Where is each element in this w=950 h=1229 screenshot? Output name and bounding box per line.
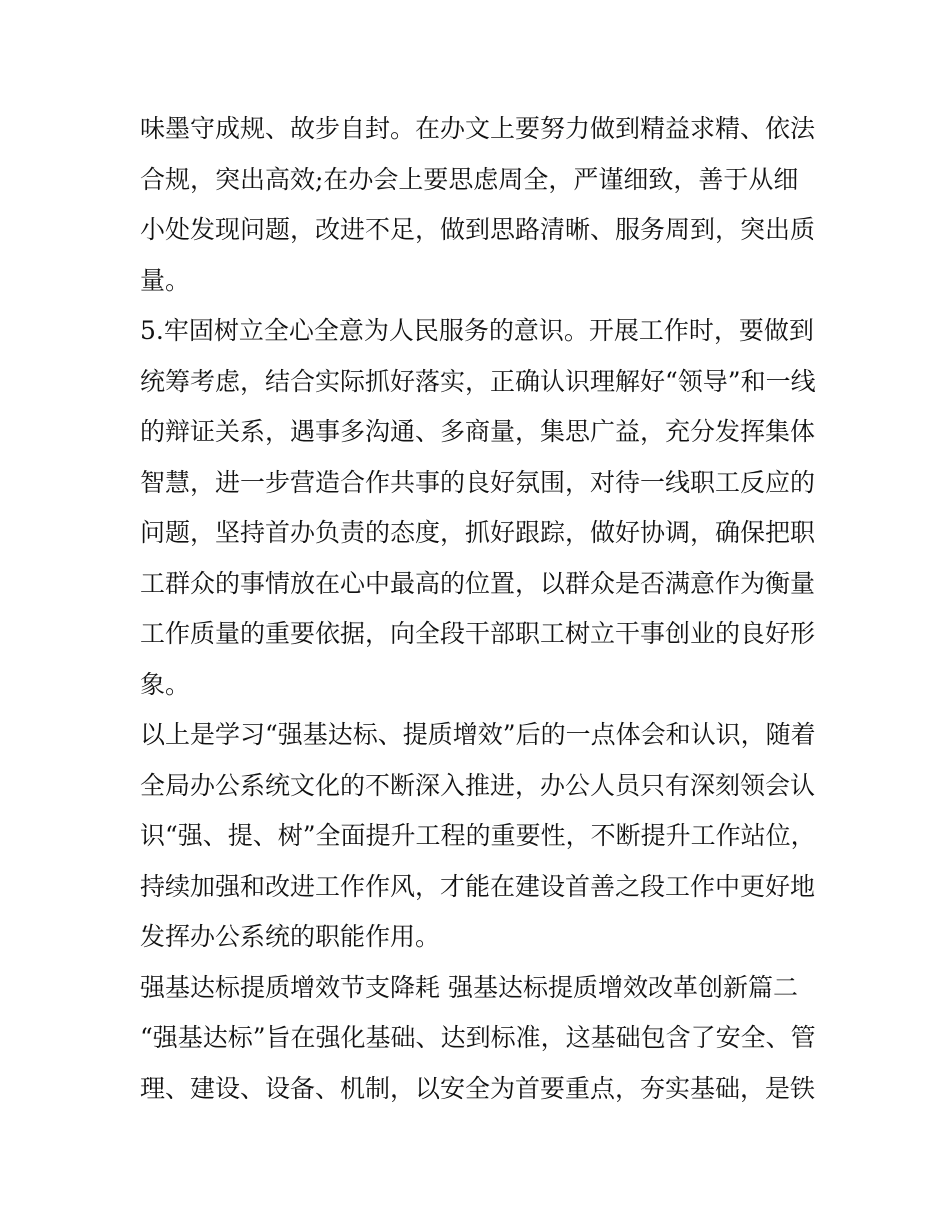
document-body	[140, 104, 820, 1114]
text-line: 合规，突出高效;在办会上要思虑周全，严谨细致，善于从细	[140, 164, 799, 194]
text-line: 识“强、提、树”全面提升工程的重要性，不断提升工作站位，	[140, 821, 816, 850]
text-line: 统筹考虑，结合实际抓好落实，正确认识理解好“领导”和一线	[140, 366, 816, 396]
text-line: 工作质量的重要依据，向全段干部职工树立干事创业的良好形	[140, 619, 816, 648]
text-line: 智慧，进一步营造合作共事的良好氛围，对待一线职工反应的	[140, 467, 816, 497]
text-line: 象。	[140, 669, 191, 699]
text-line: 发挥办公系统的职能作用。	[140, 922, 441, 951]
text-line: 量。	[140, 265, 191, 295]
text-line: 味墨守成规、故步自封。在办文上要努力做到精益求精、依法	[140, 114, 816, 143]
text-line: 小处发现问题，改进不足，做到思路清晰、服务周到，突出质	[140, 215, 816, 244]
text-line: 的辩证关系，遇事多沟通、多商量，集思广益，充分发挥集体	[140, 417, 816, 446]
text-line: 工群众的事情放在心中最高的位置，以群众是否满意作为衡量	[140, 568, 816, 598]
text-line: 以上是学习“强基达标、提质增效”后的一点体会和认识，随着	[140, 720, 816, 749]
text-line: 5.牢固树立全心全意为人民服务的意识。开展工作时，要做到	[140, 316, 814, 345]
text-line: 理、建设、设备、机制，以安全为首要重点，夯实基础，是铁	[140, 1073, 816, 1103]
text-line: 持续加强和改进工作作风，才能在建设首善之段工作中更好地	[140, 871, 816, 901]
text-line: 全局办公系统文化的不断深入推进，办公人员只有深刻领会认	[140, 770, 816, 800]
text-line: 强基达标提质增效节支降耗 强基达标提质增效改革创新篇二	[140, 972, 798, 1002]
text-line: “强基达标”旨在强化基础、达到标准，这基础包含了安全、管	[140, 1023, 816, 1052]
text-line: 问题，坚持首办负责的态度，抓好跟踪，做好协调，确保把职	[140, 518, 816, 547]
